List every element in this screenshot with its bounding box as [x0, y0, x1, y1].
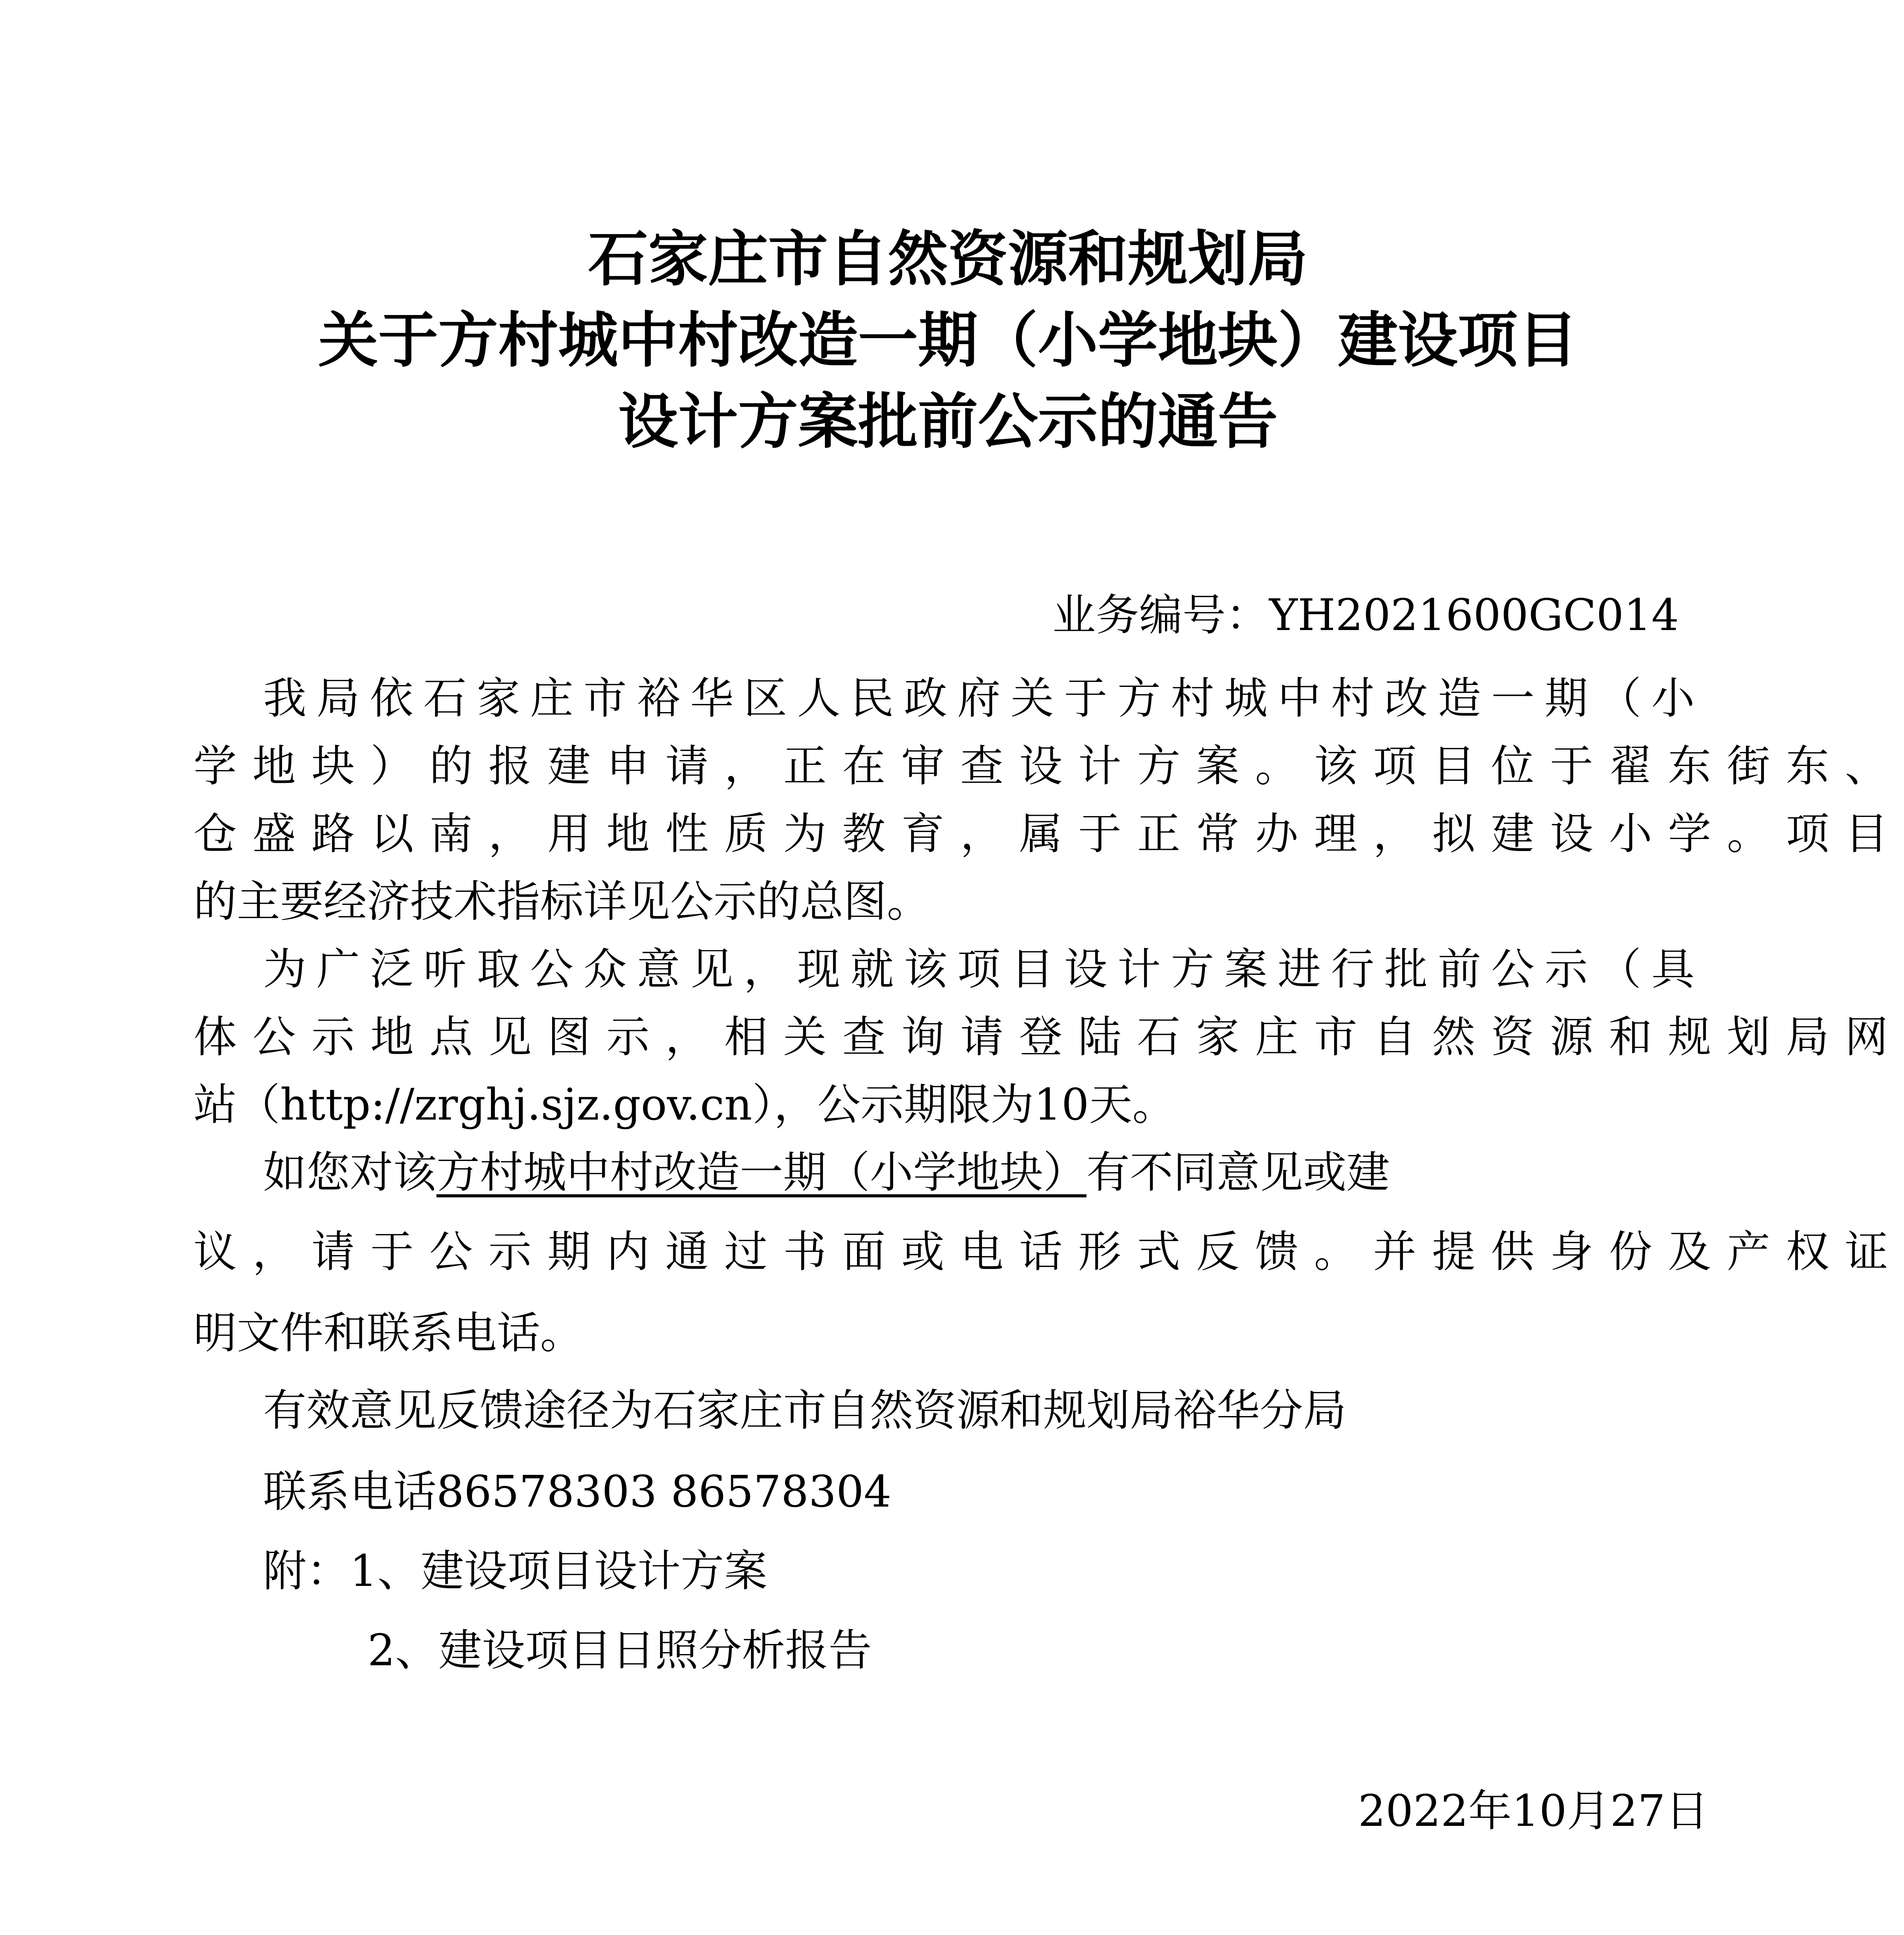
attachment-2: 2、建设项目日照分析报告	[368, 1625, 872, 1676]
para2-line-3: 站（http://zrghj.sjz.gov.cn），公示期限为10天。	[193, 1080, 1176, 1130]
para3-prefix: 如您对该	[263, 1147, 436, 1198]
page-title-line-1: 石家庄市自然资源和规划局	[588, 224, 1308, 294]
para1-line-3: 仓盛路以南，用地性质为教育，属于正常办理，拟建设小学。项目	[193, 809, 1888, 859]
para1-line-1: 我局依石家庄市裕华区人民政府关于方村城中村改造一期（小	[263, 673, 1695, 724]
project-name: 方村城中村改造一期（小学地块）	[436, 1147, 1086, 1198]
para2-line-2: 体公示地点见图示，相关查询请登陆石家庄市自然资源和规划局网	[193, 1012, 1888, 1062]
para3-line-3: 明文件和联系电话。	[193, 1308, 583, 1358]
para1-line-4: 的主要经济技术指标详见公示的总图。	[193, 877, 930, 927]
business-number: 业务编号：YH2021600GC014	[1052, 590, 1679, 640]
para3-line-2: 议，请于公示期内通过书面或电话形式反馈。并提供身份及产权证	[193, 1227, 1888, 1277]
attachment-1: 附：1、建设项目设计方案	[263, 1546, 768, 1596]
page-title-line-2: 关于方村城中村改造一期（小学地块）建设项目	[318, 305, 1578, 375]
notice-date: 2022年10月27日	[1358, 1786, 1709, 1836]
para2-line-1: 为广泛听取公众意见，现就该项目设计方案进行批前公示（具	[263, 944, 1695, 995]
contact-phone: 联系电话86578303 86578304	[263, 1467, 891, 1517]
para3-line-1	[263, 1146, 1390, 1200]
para1-line-2: 学地块）的报建申请，正在审查设计方案。该项目位于翟东街东、	[193, 741, 1888, 791]
feedback-channel: 有效意见反馈途径为石家庄市自然资源和规划局裕华分局	[263, 1385, 1346, 1436]
page-title-line-3: 设计方案批前公示的通告	[618, 387, 1278, 457]
para3-suffix: 有不同意见或建	[1086, 1147, 1390, 1198]
